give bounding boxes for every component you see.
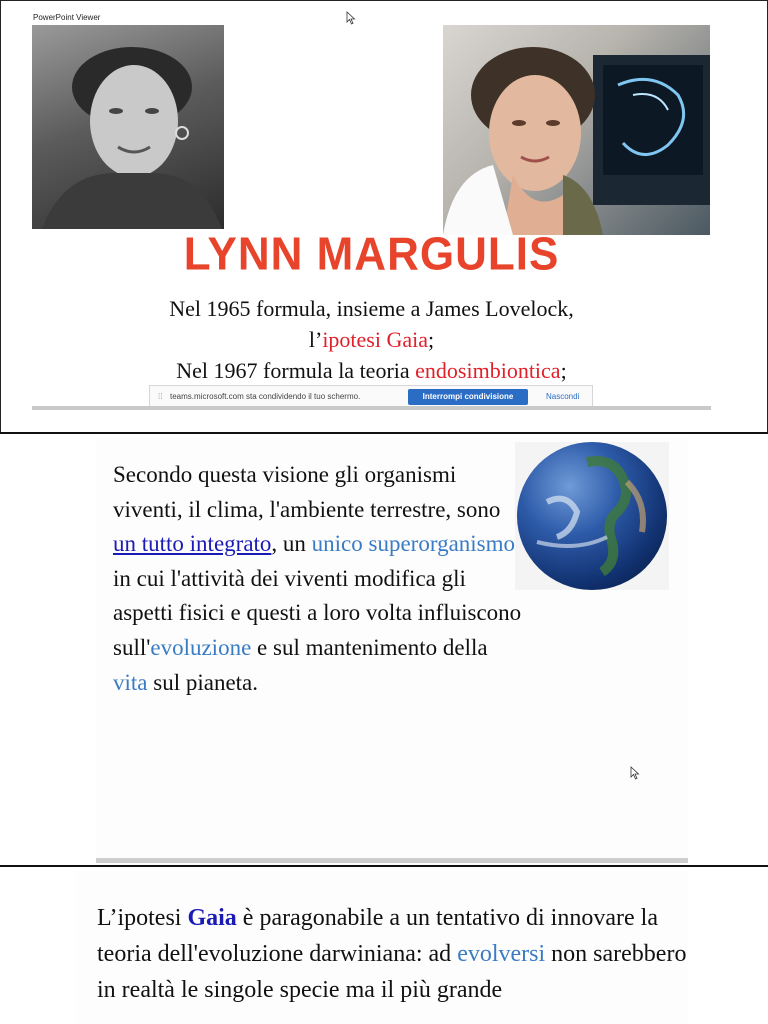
- slide-1: [32, 25, 711, 411]
- earth-image: [515, 442, 669, 590]
- link-un-tutto-integrato[interactable]: un tutto integrato: [113, 531, 272, 557]
- slide-title: LYNN MARGULIS: [183, 228, 560, 281]
- highlight-ipotesi-gaia: ipotesi Gaia: [322, 327, 429, 352]
- highlight-evoluzione: evoluzione: [150, 634, 252, 660]
- slide-1-line-2: [32, 324, 711, 355]
- text-fragment: ;: [428, 327, 435, 352]
- text-fragment: Secondo questa visione gli organismi viventi, il clima, l'ambiente terrestre, sono: [113, 462, 501, 522]
- text-fragment: e sul mantenimento della: [251, 634, 488, 660]
- mouse-cursor-icon: [630, 766, 640, 780]
- text-fragment: non sarebbero in realtà le singole specie ma il più grande: [97, 941, 687, 1003]
- highlight-evolversi: evolversi: [457, 941, 546, 967]
- portrait-photo-right: [443, 25, 710, 235]
- hide-button[interactable]: Nascondi: [546, 392, 580, 401]
- highlight-vita: vita: [113, 669, 148, 695]
- highlight-endosimbiontica: endosimbiontica: [415, 358, 561, 383]
- text-fragment: l’: [308, 327, 323, 352]
- text-fragment: , un: [271, 531, 312, 557]
- text-fragment: Nel 1967 formula la teoria: [176, 358, 416, 383]
- screen-sharing-bar: [149, 385, 593, 407]
- highlight-gaia: Gaia: [187, 905, 237, 931]
- slide-divider: [96, 858, 688, 863]
- slide-1-line-1: Nel 1965 formula, insieme a James Lovelock,: [169, 296, 574, 321]
- highlight-superorganismo: unico superorganismo: [311, 531, 516, 557]
- slide-1-line-3: [32, 355, 711, 386]
- slide-panel-2: [0, 432, 768, 867]
- text-fragment: L’ipotesi: [97, 905, 188, 931]
- text-fragment: in cui l'attività dei viventi modifica gli aspetti fisici e questi a loro volta influiscono sull': [113, 565, 522, 660]
- globe-icon: [517, 442, 667, 590]
- mouse-cursor-icon: [346, 11, 356, 25]
- slide-2-body: [113, 458, 523, 700]
- slide-3-body: [97, 900, 687, 1008]
- text-fragment: è paragonabile a un tentativo di innovare la teoria dell'evoluzione darwiniana: ad: [97, 905, 658, 967]
- slide-1-body: [32, 293, 711, 386]
- sharing-message: teams.microsoft.com sta condividendo il tuo schermo.: [170, 392, 361, 401]
- slide-2: [96, 438, 688, 858]
- slide-divider: [32, 406, 711, 410]
- app-title: PowerPoint Viewer: [33, 13, 101, 22]
- portrait-photo-left: [32, 25, 224, 229]
- drag-handle-icon[interactable]: ⁞⁞: [158, 392, 163, 401]
- text-fragment: sul pianeta.: [147, 669, 258, 695]
- slide-panel-3: [0, 865, 768, 1024]
- slide-3: [76, 871, 688, 1024]
- stop-sharing-button[interactable]: Interrompi condivisione: [408, 389, 528, 405]
- text-fragment: ;: [560, 358, 567, 383]
- slide-panel-1: [0, 0, 768, 433]
